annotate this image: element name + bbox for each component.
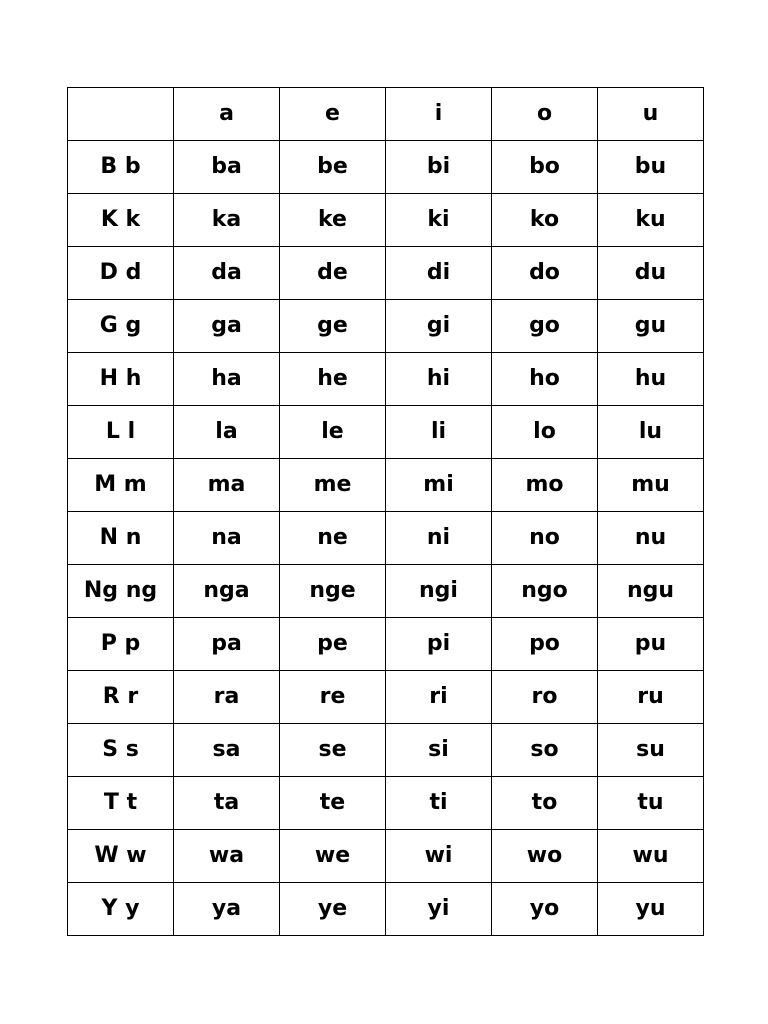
vowel-header-o: o [492,88,598,141]
syllable-cell: pa [174,618,280,671]
syllable-cell: pu [598,618,704,671]
syllable-cell: ta [174,777,280,830]
vowel-header-u: u [598,88,704,141]
syllable-cell: ya [174,883,280,936]
table-row [68,141,704,194]
syllable-cell: si [386,724,492,777]
syllable-cell: te [280,777,386,830]
syllable-cell: yu [598,883,704,936]
syllable-cell: ti [386,777,492,830]
syllable-cell: wo [492,830,598,883]
table-row [68,512,704,565]
consonant-cell: W w [68,830,174,883]
syllable-cell: da [174,247,280,300]
consonant-cell: R r [68,671,174,724]
consonant-cell: S s [68,724,174,777]
syllable-cell: mu [598,459,704,512]
syllable-cell: go [492,300,598,353]
syllable-cell: ma [174,459,280,512]
table-row [68,618,704,671]
syllable-cell: nge [280,565,386,618]
syllable-cell: li [386,406,492,459]
syllable-cell: ga [174,300,280,353]
syllable-cell: ri [386,671,492,724]
syllable-cell: so [492,724,598,777]
syllable-cell: ba [174,141,280,194]
table-row [68,194,704,247]
syllable-cell: su [598,724,704,777]
consonant-cell: T t [68,777,174,830]
syllable-cell: do [492,247,598,300]
syllable-cell: sa [174,724,280,777]
syllable-cell: ro [492,671,598,724]
table-row [68,671,704,724]
table-row [68,883,704,936]
table-row [68,459,704,512]
table-row [68,830,704,883]
syllable-cell: lu [598,406,704,459]
syllable-cell: wi [386,830,492,883]
syllable-cell: bi [386,141,492,194]
consonant-cell: D d [68,247,174,300]
syllable-cell: nga [174,565,280,618]
consonant-cell: G g [68,300,174,353]
syllable-cell: ye [280,883,386,936]
syllable-cell: me [280,459,386,512]
consonant-cell: B b [68,141,174,194]
table-row [68,353,704,406]
table-row [68,777,704,830]
syllable-cell: to [492,777,598,830]
syllable-cell: ru [598,671,704,724]
table-row [68,724,704,777]
syllable-cell: yi [386,883,492,936]
syllable-cell: ne [280,512,386,565]
syllable-cell: le [280,406,386,459]
syllable-cell: ka [174,194,280,247]
syllable-cell: hu [598,353,704,406]
syllable-cell: ko [492,194,598,247]
syllable-cell: hi [386,353,492,406]
syllable-cell: ra [174,671,280,724]
syllable-cell: du [598,247,704,300]
syllable-table-body [68,88,704,936]
syllable-cell: pe [280,618,386,671]
syllable-cell: mo [492,459,598,512]
syllable-cell: yo [492,883,598,936]
syllable-cell: ku [598,194,704,247]
syllable-cell: nu [598,512,704,565]
syllable-cell: po [492,618,598,671]
vowel-header-i: i [386,88,492,141]
consonant-cell: P p [68,618,174,671]
consonant-cell: K k [68,194,174,247]
consonant-cell: H h [68,353,174,406]
syllable-cell: gi [386,300,492,353]
syllable-cell: we [280,830,386,883]
consonant-cell: Y y [68,883,174,936]
syllable-cell: ha [174,353,280,406]
corner-cell [68,88,174,141]
syllable-cell: wa [174,830,280,883]
syllable-cell: na [174,512,280,565]
consonant-cell: L l [68,406,174,459]
vowel-header-e: e [280,88,386,141]
syllable-cell: la [174,406,280,459]
syllable-cell: bu [598,141,704,194]
vowel-header-a: a [174,88,280,141]
syllable-cell: he [280,353,386,406]
syllable-cell: ngi [386,565,492,618]
consonant-cell: N n [68,512,174,565]
syllable-cell: be [280,141,386,194]
syllable-cell: pi [386,618,492,671]
syllable-cell: ki [386,194,492,247]
syllable-cell: ngo [492,565,598,618]
syllable-cell: tu [598,777,704,830]
consonant-cell: M m [68,459,174,512]
header-row [68,88,704,141]
syllable-cell: no [492,512,598,565]
syllable-cell: ke [280,194,386,247]
syllable-cell: bo [492,141,598,194]
syllable-cell: lo [492,406,598,459]
syllable-cell: wu [598,830,704,883]
syllable-cell: mi [386,459,492,512]
table-row [68,300,704,353]
syllable-cell: gu [598,300,704,353]
table-row [68,406,704,459]
syllable-cell: se [280,724,386,777]
syllable-cell: re [280,671,386,724]
syllable-cell: di [386,247,492,300]
table-row [68,247,704,300]
syllable-cell: ge [280,300,386,353]
syllable-cell: de [280,247,386,300]
table-row [68,565,704,618]
syllable-cell: ngu [598,565,704,618]
syllable-cell: ho [492,353,598,406]
consonant-cell: Ng ng [68,565,174,618]
syllable-table [67,87,704,936]
syllable-cell: ni [386,512,492,565]
